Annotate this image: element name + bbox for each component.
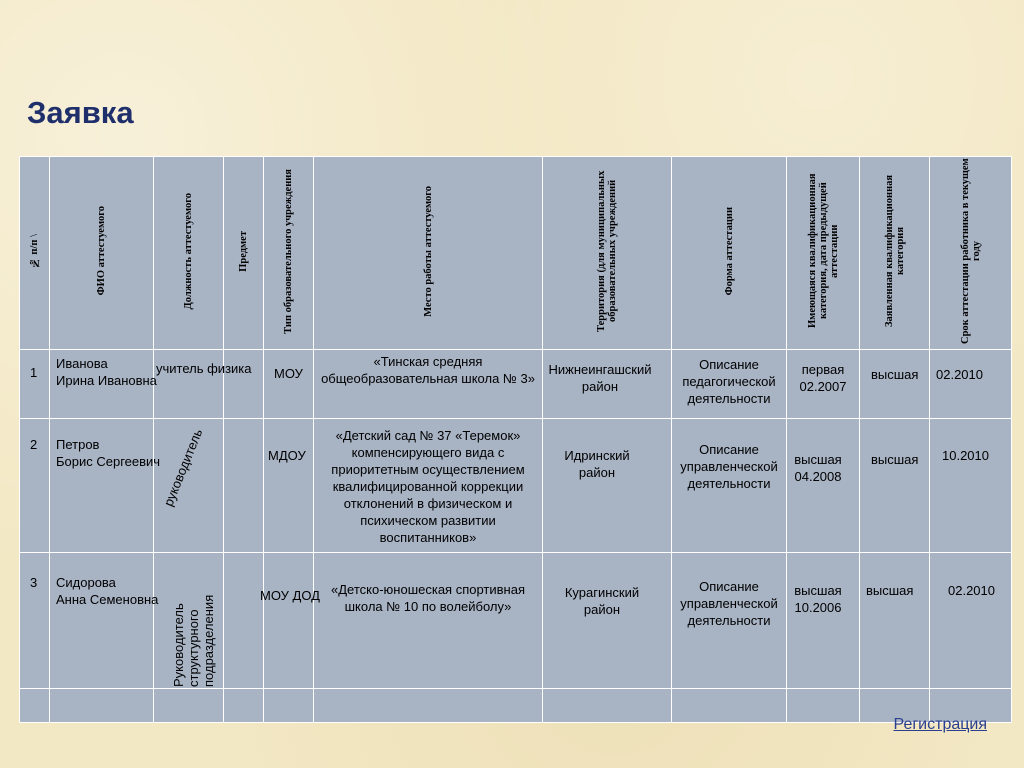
fio-name: Анна Семеновна	[56, 592, 159, 607]
inst-type: МОУ	[274, 366, 303, 381]
current-cat: первая	[801, 362, 845, 377]
territory-line: район	[581, 379, 619, 394]
term: 02.2010	[936, 367, 983, 382]
fio-surname: Петров	[56, 437, 100, 452]
inst-type: МДОУ	[268, 448, 306, 463]
workplace-line: приоритетным осуществлением	[331, 462, 525, 477]
header-subject: Предмет	[224, 157, 264, 350]
form-line: Описание	[699, 579, 759, 594]
fio-name: Борис Сергеевич	[56, 454, 161, 469]
header-current-cat: Имеющаяся квалификационная категория, дата предыдущей аттестации	[787, 157, 860, 350]
registration-link[interactable]: Регистрация	[893, 716, 987, 733]
workplace-line: отклонений в физическом и	[343, 496, 513, 511]
header-position: Должность аттестуемого	[154, 157, 224, 350]
table-row	[20, 553, 1012, 689]
requested-cat: высшая	[871, 367, 919, 382]
territory-line: район	[583, 602, 621, 617]
header-form: Форма аттестации	[672, 157, 787, 350]
current-cat: высшая	[794, 452, 842, 467]
workplace-line: квалифицированной коррекции	[332, 479, 524, 494]
form-line: деятельности	[687, 613, 771, 628]
form-line: педагогической	[682, 374, 776, 389]
header-territory: Территория (для муниципальных образовательных учреждений	[543, 157, 672, 350]
territory-line: Идринский	[564, 448, 630, 463]
territory-line: район	[578, 465, 616, 480]
table-row	[20, 419, 1012, 553]
header-requested-cat: Заявленная квалификационная категория	[860, 157, 930, 350]
header-num: № п/п \	[20, 157, 50, 350]
workplace-line: воспитанников»	[379, 530, 477, 545]
position: руководитель	[160, 426, 206, 509]
workplace-line: школа № 10 по волейболу»	[344, 599, 512, 614]
workplace-line: психическом развитии	[360, 513, 496, 528]
header-term: Срок аттестации работника в текущем году	[930, 157, 1012, 350]
workplace-line: общеобразовательная школа № 3»	[321, 371, 535, 386]
current-cat-date: 02.2007	[799, 379, 847, 394]
current-cat: высшая	[794, 583, 842, 598]
requested-cat: высшая	[866, 583, 914, 598]
header-fio: ФИО аттестуемого	[50, 157, 154, 350]
term: 02.2010	[948, 583, 995, 598]
position-line: структурного	[186, 609, 201, 687]
position: учитель физика	[156, 361, 252, 376]
form-line: Описание	[699, 357, 759, 372]
form-line: управленческой	[680, 596, 778, 611]
form-line: Описание	[699, 442, 759, 457]
fio-name: Ирина Ивановна	[56, 373, 157, 388]
position-line: Руководитель	[171, 603, 186, 687]
workplace-line: «Детский сад № 37 «Теремок»	[335, 428, 521, 443]
fio-surname: Сидорова	[56, 575, 116, 590]
row-num: 3	[30, 575, 38, 590]
application-table	[19, 156, 1012, 723]
fio-surname: Иванова	[56, 356, 108, 371]
form-line: деятельности	[687, 391, 771, 406]
header-inst-type: Тип образовательного учреждения	[264, 157, 314, 350]
table-row	[20, 350, 1012, 419]
empty-row	[20, 689, 1012, 723]
territory-line: Нижнеингашский	[548, 362, 652, 377]
current-cat-date: 10.2006	[794, 600, 842, 615]
workplace-line: «Тинская средняя	[373, 354, 483, 369]
page-title: Заявка	[27, 95, 134, 130]
term: 10.2010	[942, 448, 989, 463]
header-workplace: Место работы аттестуемого	[314, 157, 543, 350]
inst-type: МОУ ДОД	[260, 588, 320, 603]
workplace-line: компенсирующего вида с	[351, 445, 505, 460]
row-num: 2	[30, 437, 38, 452]
form-line: деятельности	[687, 476, 771, 491]
current-cat-date: 04.2008	[794, 469, 842, 484]
position-line: подразделения	[201, 594, 216, 687]
row-num: 1	[30, 365, 38, 380]
requested-cat: высшая	[871, 452, 919, 467]
territory-line: Курагинский	[564, 585, 640, 600]
workplace-line: «Детско-юношеская спортивная	[331, 582, 525, 597]
form-line: управленческой	[680, 459, 778, 474]
header-row	[20, 157, 1012, 350]
